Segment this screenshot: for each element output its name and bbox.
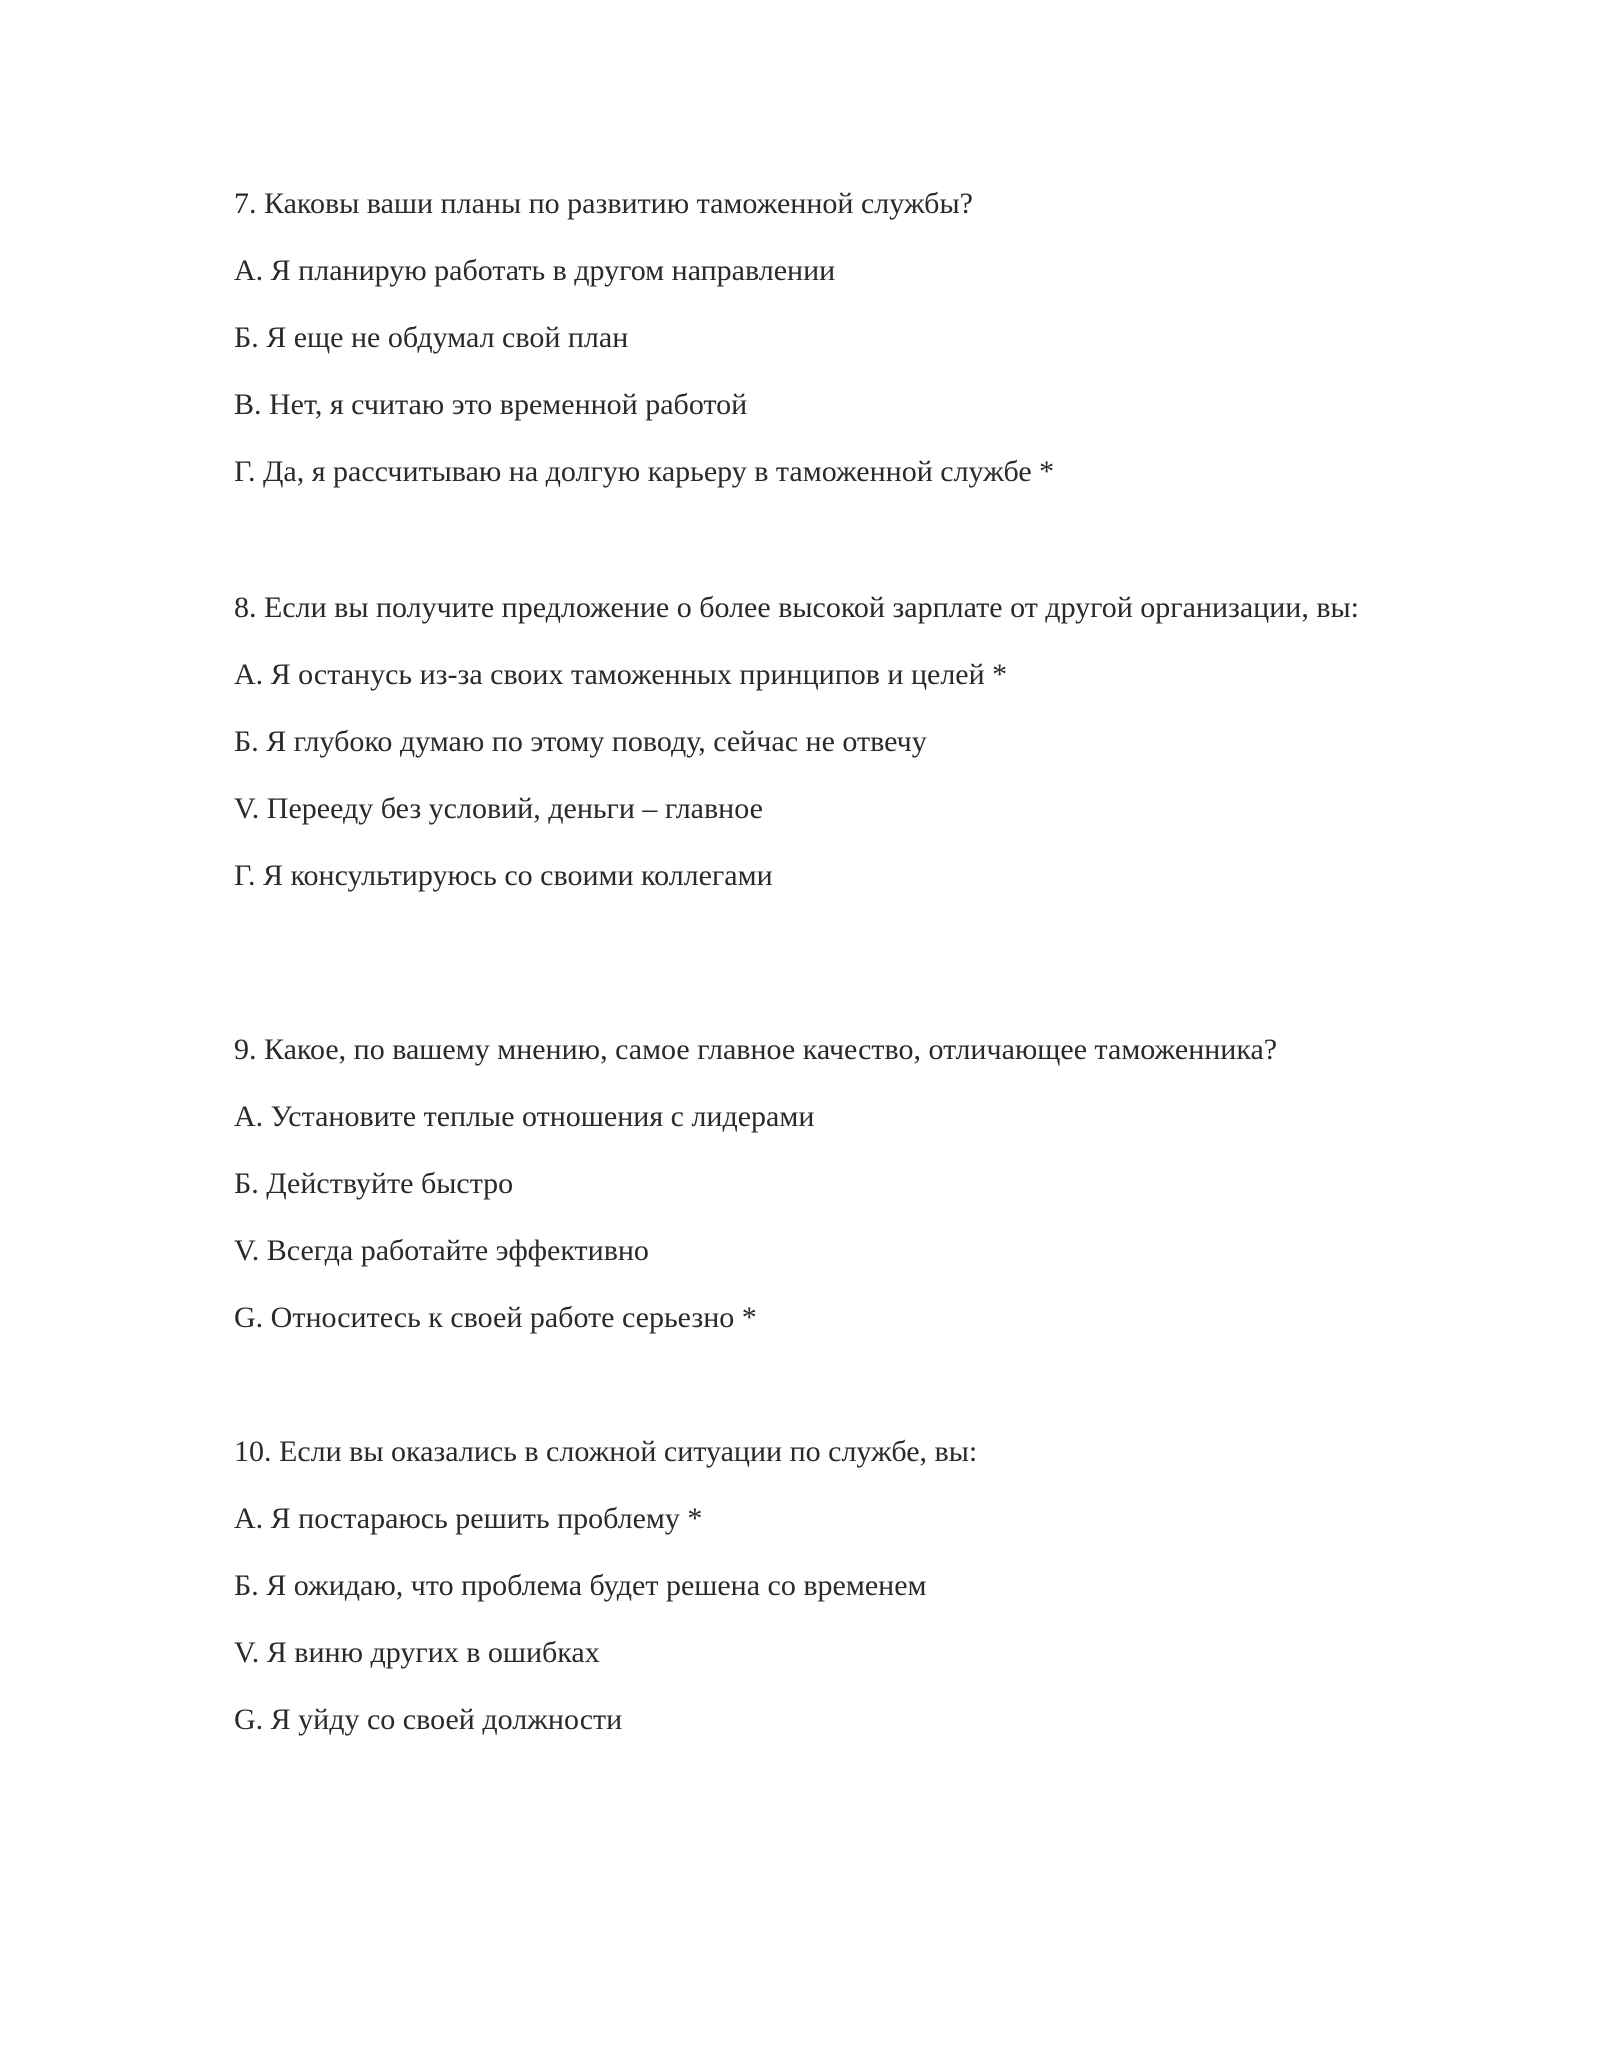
question-block-7 <box>234 184 1414 492</box>
question-text: 8. Если вы получите предложение о более высокой зарплате от другой организации, вы: <box>234 591 1359 624</box>
answer-option: А. Установите теплые отношения с лидерами <box>234 1100 815 1133</box>
answer-option: А. Я планирую работать в другом направлении <box>234 254 836 287</box>
answer-option: V. Перееду без условий, деньги – главное <box>234 792 763 825</box>
answer-option: А. Я постараюсь решить проблему * <box>234 1502 703 1535</box>
answer-options <box>234 1097 1414 1338</box>
answer-options <box>234 251 1414 492</box>
answer-option: Б. Действуйте быстро <box>234 1167 514 1200</box>
answer-option: Б. Я ожидаю, что проблема будет решена со временем <box>234 1569 927 1602</box>
answer-option: V. Я виню других в ошибках <box>234 1636 600 1669</box>
question-block-10 <box>234 1432 1414 1740</box>
question-text: 10. Если вы оказались в сложной ситуации по службе, вы: <box>234 1435 978 1468</box>
answer-options <box>234 655 1414 896</box>
answer-option: Б. Я еще не обдумал свой план <box>234 321 629 354</box>
question-text: 7. Каковы ваши планы по развитию таможенной службы? <box>234 187 973 220</box>
answer-option: V. Всегда работайте эффективно <box>234 1234 649 1267</box>
answer-option: G. Относитесь к своей работе серьезно * <box>234 1301 757 1334</box>
answer-option: Б. Я глубоко думаю по этому поводу, сейчас не отвечу <box>234 725 927 758</box>
answer-option: А. Я останусь из-за своих таможенных принципов и целей * <box>234 658 1008 691</box>
question-text: 9. Какое, по вашему мнению, самое главное качество, отличающее таможенника? <box>234 1033 1278 1066</box>
answer-option: В. Нет, я считаю это временной работой <box>234 388 748 421</box>
answer-options <box>234 1499 1414 1740</box>
question-block-9 <box>234 1030 1414 1338</box>
question-block-8 <box>234 588 1414 896</box>
answer-option: Г. Я консультируюсь со своими коллегами <box>234 859 773 892</box>
answer-option: Г. Да, я рассчитываю на долгую карьеру в таможенной службе * <box>234 455 1055 488</box>
answer-option: G. Я уйду со своей должности <box>234 1703 623 1736</box>
